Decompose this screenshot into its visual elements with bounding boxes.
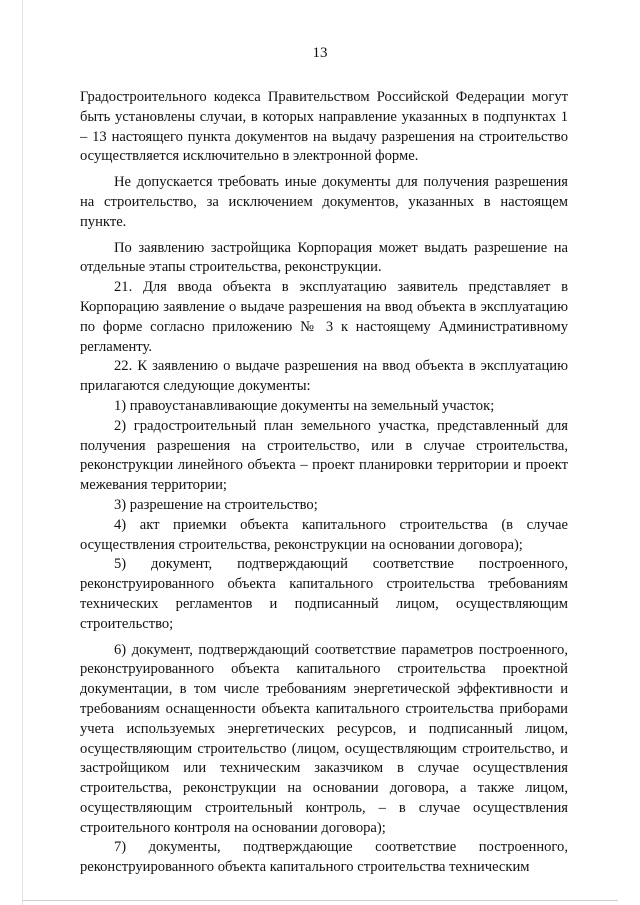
paragraph-continuation: Градостроительного кодекса Правительством Российской Федерации могут быть установлены случаи, в которых направление указанных в подпунктах 1 – 13 настоящего пункта документов на выдачу разрешения на строительство осуществляется исключительно в электронной форме. — [80, 89, 568, 165]
list-item-5: 5) документ, подтверждающий соответствие построенного, реконструированного объекта капитального строительства требованиям технических регламентов и подписанный лицом, осуществляющим строительство; — [80, 556, 568, 632]
list-item-3: 3) разрешение на строительство; — [114, 496, 318, 513]
list-item-4: 4) акт приемки объекта капитального строительства (в случае осуществления строительства, реконструкции на основании договора); — [80, 516, 568, 553]
page-number: 13 — [312, 45, 328, 61]
scan-edge-left — [22, 0, 23, 905]
list-item-6: 6) документ, подтверждающий соответствие параметров построенного, реконструированного объекта капитального строительства проектной документации, в том числе требованиям энергетической эффективности и требованиям оснащенности объекта капитального строительства приборами учета используемых энергетических ресурсов, и подписанный лицом, осуществляющим строительство (лицом, осуществляющим строительство, и застройщиком или техническим заказчиком в случае осуществления строительства, реконструкции на основании договора, а также лицом, осуществляющим строительный контроль, – в случае осуществления строительного контроля на основании договора); — [80, 641, 568, 836]
paragraph-item-21: 21. Для ввода объекта в эксплуатацию заявитель представляет в Корпорацию заявление о выдаче разрешения на ввод объекта в эксплуатацию по форме согласно приложению № 3 к настоящему Административному регламенту. — [80, 279, 568, 355]
list-item-7: 7) документы, подтверждающие соответствие построенного, реконструированного объекта капитального строительства техническим — [80, 839, 568, 876]
document-body — [80, 88, 568, 878]
paragraph-no-extra-documents: Не допускается требовать иные документы для получения разрешения на строительство, за исключением документов, указанных в настоящем пункте. — [80, 174, 568, 230]
paragraph-stage-permit: По заявлению застройщика Корпорация может выдать разрешение на отдельные этапы строительства, реконструкции. — [80, 239, 568, 276]
paragraph-item-22: 22. К заявлению о выдаче разрешения на ввод объекта в эксплуатацию прилагаются следующие документы: — [80, 358, 568, 395]
scan-edge-bottom — [22, 900, 618, 901]
list-item-2: 2) градостроительный план земельного участка, представленный для получения разрешения на строительство, или в случае строительства, реконструкции линейного объекта – проект планировки территории и проект межевания территории; — [80, 417, 568, 494]
list-item-1: 1) правоустанавливающие документы на земельный участок; — [114, 397, 495, 414]
